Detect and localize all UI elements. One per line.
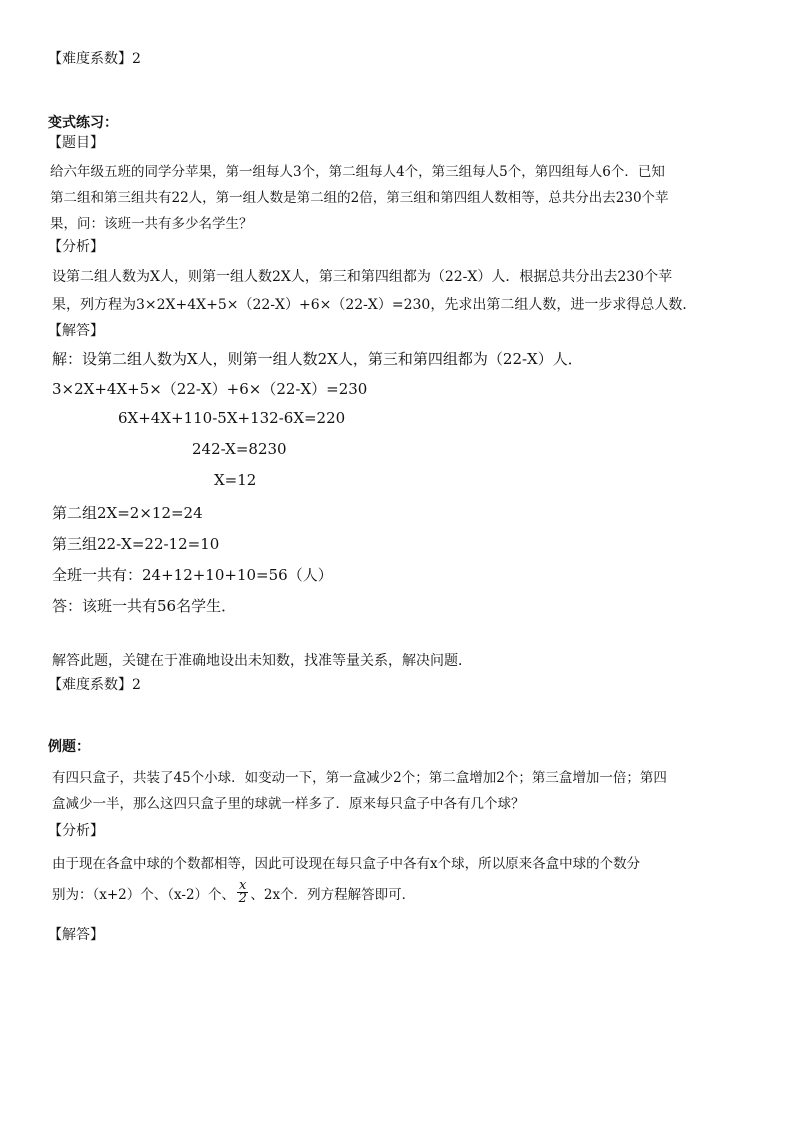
equation-line: X=12 bbox=[214, 471, 257, 489]
equation-line: 6X+4X+110-5X+132-6X=220 bbox=[118, 409, 346, 427]
example-question-line: 盒减少一半，那么这四只盒子里的球就一样多了．原来每只盒子中各有几个球？ bbox=[52, 796, 525, 812]
fraction-numerator: x bbox=[239, 878, 247, 893]
answer-label: 【解答】 bbox=[48, 927, 104, 943]
question-line: 第二组和第三组共有22人，第一组人数是第二组的2倍，第三组和第四组人数相等，总共分出去230个苹 bbox=[50, 190, 669, 206]
answer-line: 第二组2X=2×12=24 bbox=[52, 504, 203, 522]
answer-line: 第三组22-X=22-12=10 bbox=[52, 535, 220, 553]
analysis-line: 果，列方程为3×2X+4X+5×（22-X）+6×（22-X）=230，先求出第二组人数，进一步求得总人数． bbox=[52, 297, 697, 313]
question-line: 果，问：该班一共有多少名学生？ bbox=[50, 216, 253, 232]
comment-line: 解答此题，关键在于准确地设出未知数，找准等量关系，解决问题． bbox=[52, 653, 472, 669]
equation-line: 242-X=8230 bbox=[192, 440, 287, 458]
fraction-x-over-2 bbox=[237, 880, 248, 905]
analysis-label: 【分析】 bbox=[48, 239, 104, 255]
answer-line: 答：该班一共有56名学生． bbox=[52, 597, 237, 615]
difficulty-label: 【难度系数】2 bbox=[48, 51, 141, 67]
analysis-line-with-fraction bbox=[52, 880, 415, 905]
example-heading: 例题： bbox=[48, 739, 90, 755]
analysis-line: 由于现在各盒中球的个数都相等，因此可设现在每只盒子中各有x个球，所以原来各盒中球的个数分 bbox=[52, 856, 641, 872]
equation-line: 3×2X+4X+5×（22-X）+6×（22-X）=230 bbox=[52, 380, 368, 398]
analysis-text: 别为：（x+2）个、（x-2）个、 bbox=[52, 886, 236, 903]
question-label: 【题目】 bbox=[48, 135, 104, 151]
analysis-line: 设第二组人数为X人，则第一组人数2X人，第三和第四组都为（22-X）人．根据总共分出去230个苹 bbox=[52, 269, 673, 285]
analysis-text: 、2x个．列方程解答即可． bbox=[250, 886, 416, 903]
analysis-label: 【分析】 bbox=[48, 823, 104, 839]
answer-line: 解：设第二组人数为X人，则第一组人数2X人，第三和第四组都为（22-X）人． bbox=[52, 350, 583, 368]
question-line: 给六年级五班的同学分苹果，第一组每人3个，第二组每人4个，第三组每人5个，第四组每人6个．已知 bbox=[50, 164, 665, 180]
difficulty-label: 【难度系数】2 bbox=[48, 677, 141, 693]
fraction-denominator: 2 bbox=[238, 891, 247, 906]
answer-line: 全班一共有：24+12+10+10=56（人） bbox=[52, 566, 333, 584]
variant-heading: 变式练习： bbox=[48, 115, 118, 131]
answer-label: 【解答】 bbox=[48, 323, 104, 339]
example-question-line: 有四只盒子，共装了45个小球．如变动一下，第一盒减少2个；第二盒增加2个；第三盒增加一倍；第四 bbox=[52, 770, 667, 786]
